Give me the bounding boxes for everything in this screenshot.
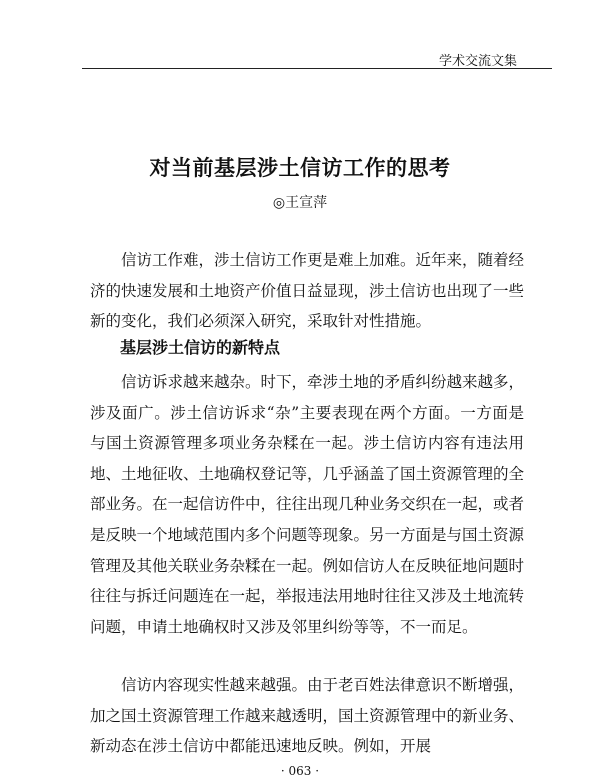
body-paragraph-2: 信访内容现实性越来越强。由于老百姓法律意识不断增强，加之国土资源管理工作越来越透明，国土资源管理中的新业务、新动态在涉土信访中都能迅速地反映。例如，开展: [90, 676, 525, 756]
intro-paragraph: 信访工作难，涉土信访工作更是难上加难。近年来，随着经济的快速发展和土地资产价值日益显现，涉土信访也出现了一些新的变化，我们必须深入研究，采取针对性措施。: [90, 251, 525, 331]
page-number: · 063 ·: [280, 764, 320, 778]
header-rule: [82, 68, 552, 69]
running-header: 学术交流文集: [438, 54, 517, 69]
article-title: 对当前基层涉土信访工作的思考: [149, 156, 451, 180]
section-heading: 基层涉土信访的新特点: [120, 338, 281, 357]
article-author: ◎王宣萍: [272, 195, 328, 211]
body-paragraph-1: 信访诉求越来越杂。时下，牵涉土地的矛盾纠纷越来越多，涉及面广。涉土信访诉求“杂”主要表现在两个方面。一方面是与国土资源管理多项业务杂糅在一起。涉土信访内容有违法用地、土地征收、土地确权登记等，几乎涵盖了国土资源管理的全部业务。在一起信访件中，往往出现几种业务交织在一起，或者是反映一个地域范围内多个问题等现象。另一方面是与国土资源管理及其他关联业务杂糅在一起。例如信访人在反映征地问题时往往与拆迁问题连在一起，举报违法用地时往往又涉及土地流转问题，申请土地确权时又涉及邻里纠纷等等，不一而足。: [90, 373, 525, 636]
